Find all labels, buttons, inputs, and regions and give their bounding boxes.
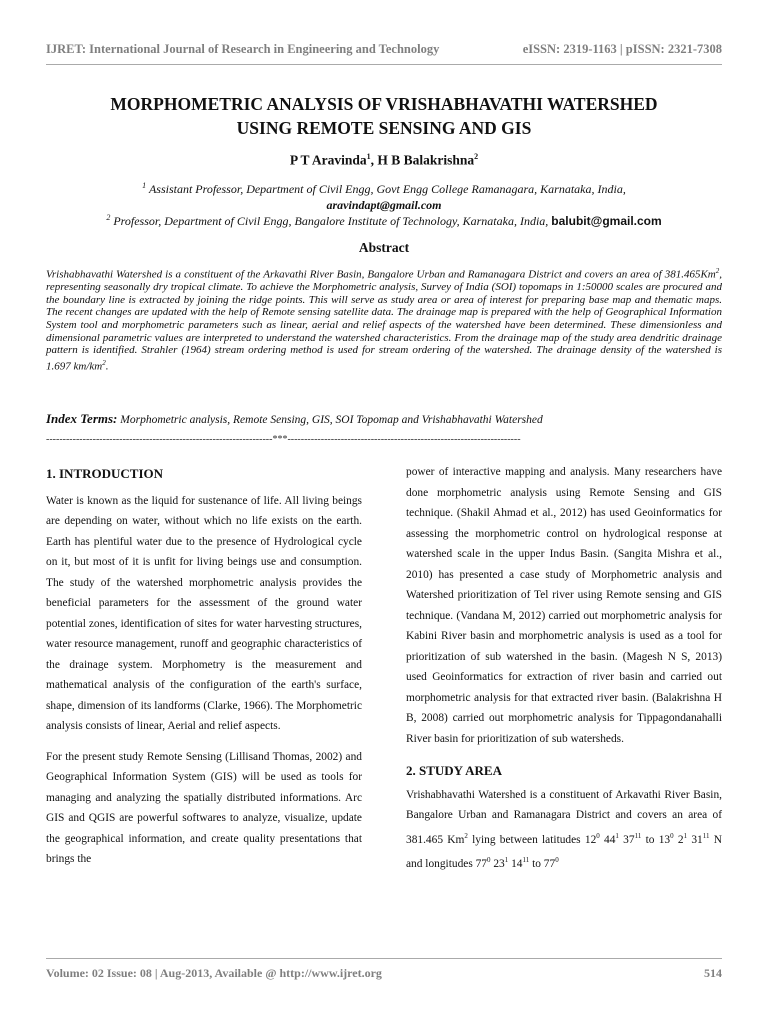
study-text-6: 2 <box>673 833 684 846</box>
abstract-heading: Abstract <box>358 240 410 255</box>
abstract-part-1: Vrishabhavathi Watershed is a constituent of the Arkavathi River Basin, Bangalore Urban and Ramanagara District and covers an area of 381.465Km <box>46 268 716 281</box>
index-terms <box>46 411 722 427</box>
study-text-9: 23 <box>490 857 505 870</box>
study-text-10: 14 <box>508 857 523 870</box>
study-sup-3: 1 <box>615 831 619 840</box>
page-number: 514 <box>704 966 722 980</box>
issn: eISSN: 2319-1163 | pISSN: 2321-7308 <box>522 42 722 56</box>
index-terms-label: Index Terms: <box>46 411 118 426</box>
abstract-part-2: , representing seasonally dry tropical climate. To achieve the Morphometric analysis, Survey of India (SOI) topomaps in 1:50000 scales are procured and the boundary line is extracted by joining the ridge points. This will serve as study area or area of interest for preparing base map and thematic maps. The recent changes are updated with the help of Remote sensing satellite data. The drainage map is prepared with the help of Geographical Information System tool and morphometric parameters such as linear, aerial and relief aspects of the watershed have been determined. These dimensionless and dimensional parametric values are interpreted to understand the watershed characteristics. From the drainage map of the study area dendritic drainage pattern is identified. Strahler (1964) stream ordering method is used for stream ordering of the watershed. The drainage density of the watershed is 1.697 km/km <box>46 268 722 373</box>
affiliation-1-text: Assistant Professor, Department of Civil Engg, Govt Engg College Ramanagara, Karnataka, India, <box>148 182 626 196</box>
intro-heading: 1. INTRODUCTION <box>46 466 164 481</box>
study-sup-4: 11 <box>634 831 642 840</box>
study-sup-1: 2 <box>464 831 468 840</box>
intro-paragraph-1: Water is known as the liquid for sustenance of life. All living beings are depending on water, without which no life exists on the earth. Earth has plentiful water due to the presence of Hydrological cycle on it, but most of it is unfit for living beings use and consumption. The study of the watershed morphometric analysis provides the beneficial parameters for the assessment of the ground water potential zones, identification of sites for water harvesting structures, water resource management, runoff and geographic characteristics of the drainage system. Morphometry is the measurement and mathematical analysis of the configuration of the earth's surface, shape, dimension of its landforms (Clarke, 1966). The Morphometric analysis consists of linear, Aerial and relief aspects. <box>46 494 362 732</box>
affiliation-2 <box>40 210 728 229</box>
title-line-1: MORPHOMETRIC ANALYSIS OF VRISHABHAVATHI WATERSHED <box>110 94 658 114</box>
author-2: H B Balakrishna <box>377 152 475 168</box>
affiliation-1 <box>40 178 728 213</box>
intro-paragraph-3: power of interactive mapping and analysis. Many researchers have done morphometric analysis using Remote Sensing and GIS technique. (Shakil Ahmad et al., 2012) has used Geoinformatics for assessing the morphometric control on hydrological response at watershed scale in the upper Indus Basin. (Sangita Mishra et al., 2010) has presented a case study of Morphometric analysis and Watershed prioritization of Tel river using Remote sensing and GIS technique. (Vandana M, 2012) carried out morphometric analysis for Kabini River basin and morphometric analysis is used as a tool for prioritization of sub watershed in the basin. (Magesh N S, 2013) used Geoinformatics for extraction of river basin and carried out morphometric analysis for that extracted river basin. (Balakrishna H B, 2008) carried out morphometric analysis for Tippagondanahalli River basin for prioritization of sub watersheds. <box>406 466 722 745</box>
study-sup-5: 0 <box>670 831 674 840</box>
study-sup-11: 0 <box>555 855 559 864</box>
abstract-sup-2: 2 <box>102 358 106 367</box>
study-text-7: 31 <box>687 833 703 846</box>
study-sup-6: 1 <box>683 831 688 840</box>
paper-title <box>40 92 728 140</box>
study-area-paragraph <box>406 785 722 875</box>
author-separator: , <box>370 152 378 168</box>
abstract-text <box>46 265 722 373</box>
index-terms-text: Morphometric analysis, Remote Sensing, GIS, SOI Topomap and Vrishabhavathi Watershed <box>117 414 543 426</box>
study-text-5: to 13 <box>641 833 671 846</box>
study-text-1: Vrishabhavathi Watershed is a constituent of Arkavathi River Basin, Bangalore Urban and Ramanagara District and covers an area of 381.465 Km <box>406 788 722 846</box>
section-divider: --------------------------------------------------------------------***---------------------------------------------------------------------- <box>46 434 521 445</box>
left-column <box>46 464 362 870</box>
study-text-3: 44 <box>599 833 616 846</box>
footer-volume-info: Volume: 02 Issue: 08 | Aug-2013, Available @ http://www.ijret.org <box>46 966 382 980</box>
author-1-sup: 1 <box>366 152 371 161</box>
abstract-end: . <box>105 360 109 373</box>
affiliation-2-text: Professor, Department of Civil Engg, Bangalore Institute of Technology, Karnataka, India, <box>113 214 549 228</box>
study-sup-8: 0 <box>487 855 491 864</box>
author-list <box>0 152 768 169</box>
email-link-1[interactable]: aravindapt@gmail.com <box>326 198 442 212</box>
title-line-2: USING REMOTE SENSING AND GIS <box>236 118 532 138</box>
header-rule <box>46 64 722 65</box>
running-footer <box>46 966 722 981</box>
author-2-sup: 2 <box>474 152 479 161</box>
email-link-2[interactable]: balubit@gmail.com <box>551 214 662 228</box>
study-text-8: N and longitudes 77 <box>406 833 722 870</box>
study-area-heading: 2. STUDY AREA <box>406 763 502 778</box>
study-sup-10: 11 <box>522 855 530 864</box>
abstract-sup-1: 2 <box>715 267 720 275</box>
author-1: P T Aravinda <box>289 152 367 168</box>
footer-rule <box>46 958 722 959</box>
study-sup-2: 0 <box>596 831 600 840</box>
right-column <box>406 462 722 874</box>
running-header <box>46 42 722 57</box>
study-sup-9: 1 <box>504 855 509 864</box>
intro-paragraph-2: For the present study Remote Sensing (Lillisand Thomas, 2002) and Geographical Information System (GIS) will be used as tools for managing and analyzing the spatially distributed informations. Arc GIS and QGIS are powerful softwares to analyze, visualize, update the geographical information, and create quality presentations that brings the <box>46 750 362 865</box>
study-text-11: to 77 <box>529 857 556 870</box>
affiliation-1-sup: 1 <box>142 181 147 190</box>
study-sup-7: 11 <box>702 831 710 840</box>
affiliation-2-sup: 2 <box>106 213 111 222</box>
study-text-2: lying between latitudes 12 <box>467 833 597 846</box>
journal-name: IJRET: International Journal of Research in Engineering and Technology <box>46 42 440 56</box>
study-text-4: 37 <box>618 833 635 846</box>
